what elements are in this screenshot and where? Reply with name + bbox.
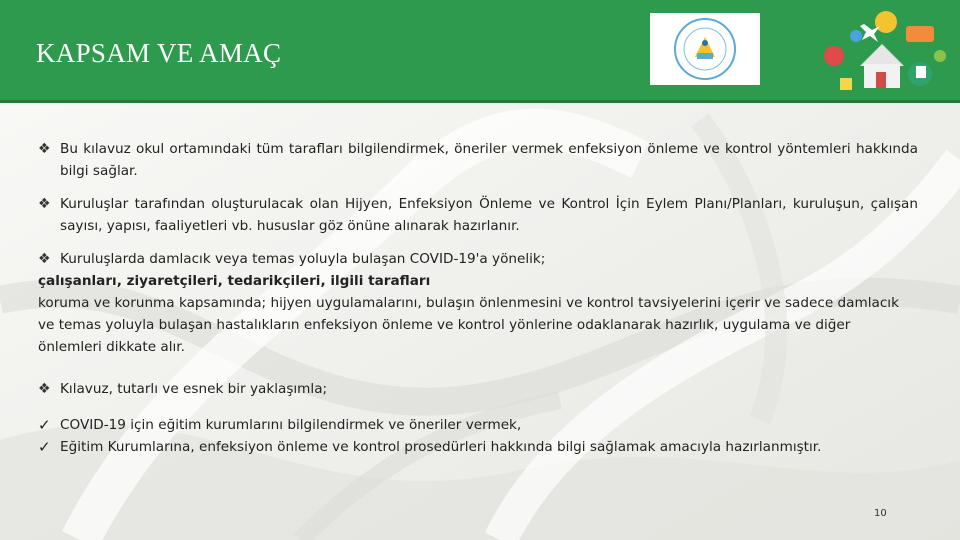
diamond-bullet-icon: ❖ xyxy=(38,381,51,397)
bullet-item-covid xyxy=(38,248,918,358)
emblem-icon xyxy=(650,13,760,85)
checkmark-icon: ✓ xyxy=(38,438,51,456)
checklist xyxy=(38,414,918,458)
header-bar xyxy=(0,0,960,103)
bullet-item xyxy=(38,138,918,182)
check-item-text: Eğitim Kurumlarına, enfeksiyon önleme ve kontrol prosedürleri hakkında bilgi sağlamak amacıyla hazırlanmıştır. xyxy=(60,439,822,455)
checkmark-icon: ✓ xyxy=(38,416,51,434)
logo xyxy=(650,13,760,85)
school-illustration-icon xyxy=(820,4,960,96)
check-item-text: COVID-19 için eğitim kurumlarını bilgilendirmek ve öneriler vermek, xyxy=(60,417,522,433)
diamond-bullet-icon: ❖ xyxy=(38,251,51,267)
paragraph-plan: Kuruluşlar tarafından oluşturulacak olan Hijyen, Enfeksiyon Önleme ve Kontrol İçin Eylem Planı/Planları, kuruluşun, çalışan sayısı, yapısı, faaliyetleri vb. hususlar göz önüne alınarak hazırlanır. xyxy=(60,196,918,234)
paragraph-covid-targets: çalışanları, ziyaretçileri, tedarikçileri, ilgili tarafları xyxy=(38,273,431,289)
diamond-bullet-icon: ❖ xyxy=(38,196,51,212)
check-item xyxy=(38,414,918,436)
paragraph-covid-intro: Kuruluşlarda damlacık veya temas yoluyla bulaşan COVID-19'a yönelik; xyxy=(60,251,546,267)
paragraph-scope: Bu kılavuz okul ortamındaki tüm tarafları bilgilendirmek, öneriler vermek enfeksiyon önleme ve kontrol yöntemleri hakkında bilgi sağlar. xyxy=(60,141,918,179)
bullet-row xyxy=(38,248,918,270)
paragraph-approach: Kılavuz, tutarlı ve esnek bir yaklaşımla; xyxy=(60,381,328,397)
slide-title: KAPSAM VE AMAÇ xyxy=(36,38,282,68)
bullet-item xyxy=(38,193,918,237)
paragraph-covid-details: koruma ve korunma kapsamında; hijyen uygulamalarını, bulaşın önlenmesini ve kontrol tavsiyelerini içerir ve sadece damlacık ve temas yoluyla bulaşan hastalıkların enfeksiyon önleme ve kontrol yönlerine odaklanarak hazırlık, uygulama ve diğer önlemleri dikkate alır. xyxy=(38,295,899,355)
page-number: 10 xyxy=(874,508,887,519)
bullet-item xyxy=(38,378,918,400)
diamond-bullet-icon: ❖ xyxy=(38,141,51,157)
check-item xyxy=(38,436,918,458)
content-body xyxy=(38,138,918,458)
